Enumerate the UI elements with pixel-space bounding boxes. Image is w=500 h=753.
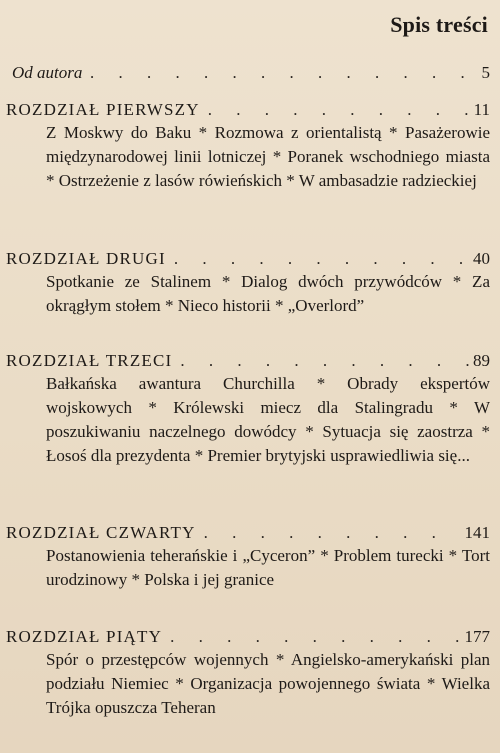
dot-leader bbox=[166, 248, 469, 270]
toc-page-number: 40 bbox=[473, 249, 490, 268]
chapter-title: ROZDZIAŁ TRZECI bbox=[6, 351, 173, 370]
dot-leader bbox=[196, 522, 461, 544]
chapter-title: ROZDZIAŁ CZWARTY bbox=[6, 523, 196, 542]
chapter-summary: Spór o przestępców wojennych * Angielsko-amerykański plan podziału Niemiec * Organizacja powojennego świata * Wielka Trójka opuszcza Teheran bbox=[46, 650, 490, 717]
toc-entry-chapter-2 bbox=[6, 248, 490, 270]
toc-entry-intro bbox=[12, 62, 490, 84]
chapter-title: ROZDZIAŁ DRUGI bbox=[6, 249, 166, 268]
dot-leader bbox=[82, 62, 477, 84]
chapter-title: ROZDZIAŁ PIĄTY bbox=[6, 627, 163, 646]
toc-entry-chapter-1 bbox=[6, 99, 490, 121]
chapter-summary: Z Moskwy do Baku * Rozmowa z orientalistą * Pasażerowie międzynarodowej linii lotniczej * Poranek wschodniego miasta * Ostrzeżenie z lasów rówieńskich * W ambasadzie radzieckiej bbox=[46, 123, 490, 190]
page-title: Spis treści bbox=[390, 12, 488, 37]
toc-page-number: 11 bbox=[473, 100, 490, 119]
dot-leader bbox=[200, 99, 470, 121]
chapter-summary: Bałkańska awantura Churchilla * Obrady ekspertów wojskowych * Królewski miecz dla Stalingradu * W poszukiwaniu naczelnego dowódcy * Sytuacja się zaostrza * Łosoś dla prezydenta * Premier brytyjski usprawiedliwia się... bbox=[46, 374, 490, 465]
toc-page-number: 141 bbox=[464, 523, 490, 542]
chapter-summary: Spotkanie ze Stalinem * Dialog dwóch przywódców * Za okrągłym stołem * Nieco historii * „Overlord” bbox=[46, 272, 490, 315]
toc-page-number: 5 bbox=[481, 63, 490, 82]
toc-entry-label: Od autora bbox=[12, 63, 83, 82]
toc-page-number: 89 bbox=[473, 351, 490, 370]
toc-entry-chapter-3 bbox=[6, 350, 490, 372]
toc-entry-chapter-4 bbox=[6, 522, 490, 544]
toc-entry-chapter-5 bbox=[6, 626, 490, 648]
dot-leader bbox=[162, 626, 460, 648]
chapter-summary: Postanowienia teherańskie i „Cyceron” * Problem turecki * Tort urodzinowy * Polska i jej granice bbox=[46, 546, 490, 589]
dot-leader bbox=[172, 350, 469, 372]
toc-page-number: 177 bbox=[464, 627, 490, 646]
chapter-title: ROZDZIAŁ PIERWSZY bbox=[6, 100, 200, 119]
